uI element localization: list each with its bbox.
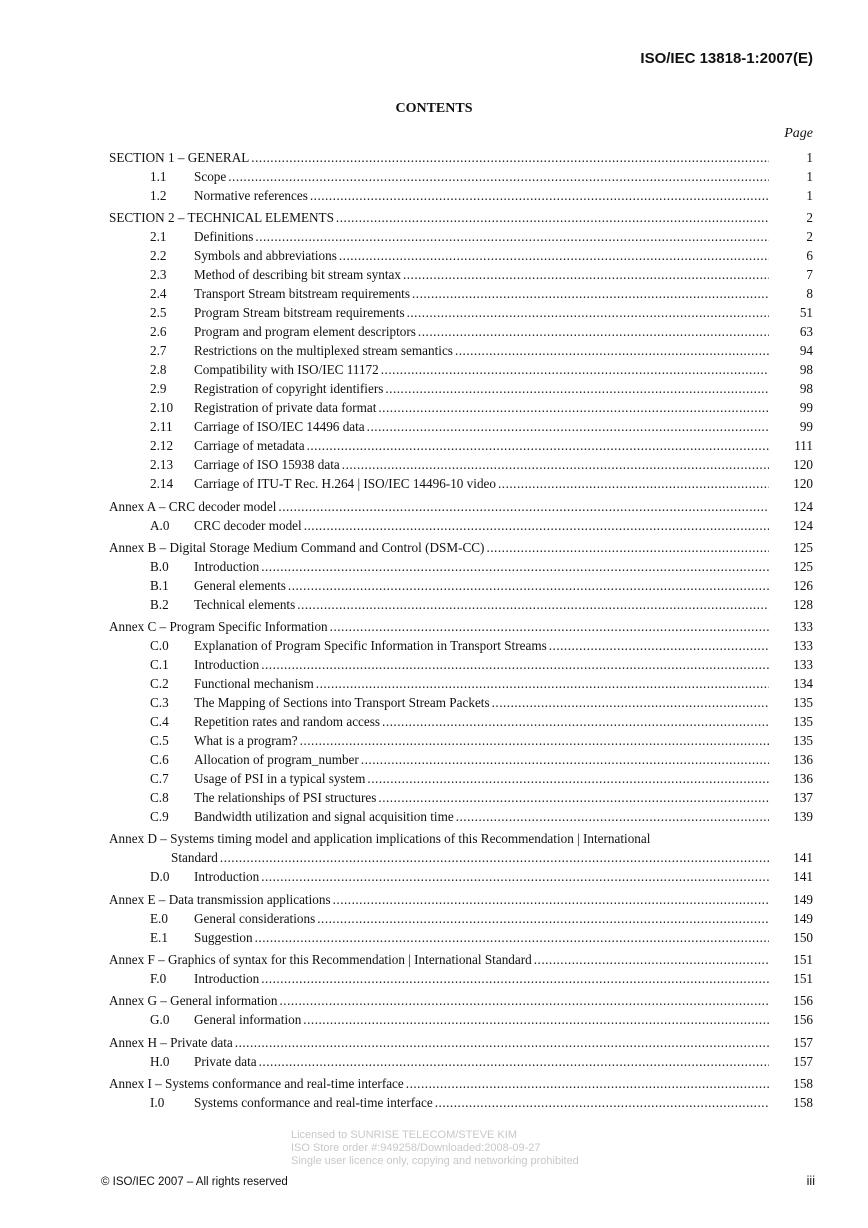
toc-heading-title-line1: Annex D – Systems timing model and application implications of this Recommendation | International: [109, 831, 651, 847]
toc-group: [109, 538, 813, 614]
toc-entry-title: CRC decoder model .....: [194, 516, 769, 535]
toc-sub-entry[interactable]: [109, 928, 813, 947]
toc-page-number: 150: [793, 929, 813, 945]
toc-page-number: 124: [793, 498, 813, 514]
toc-page-number: 98: [799, 381, 813, 397]
toc-entry-title: Technical elements .....: [194, 595, 769, 614]
toc-group: [109, 991, 813, 1029]
toc-page-number: 156: [793, 1012, 813, 1028]
toc-sub-entry[interactable]: [109, 1093, 813, 1112]
toc-page-number: 157: [793, 1053, 813, 1069]
toc-entry-title: Symbols and abbreviations .....: [194, 246, 769, 265]
toc-entry-title: Program Stream bitstream requirements .....: [194, 303, 769, 322]
toc-group: [109, 497, 813, 535]
toc-page-number: 141: [793, 869, 813, 885]
toc-sub-entry[interactable]: [109, 576, 813, 595]
toc-entry-number: 2.10: [150, 400, 174, 416]
toc-entry-number: 2.13: [150, 457, 174, 473]
toc-sub-entry[interactable]: [109, 867, 813, 886]
toc-entry-title: Carriage of ITU-T Rec. H.264 | ISO/IEC 14496-10 video .....: [194, 474, 769, 493]
toc-sub-entry[interactable]: [109, 167, 813, 186]
footer-page-number: iii: [806, 1174, 815, 1188]
toc-sub-entry[interactable]: [109, 265, 813, 284]
toc-sub-entry[interactable]: [109, 731, 813, 750]
toc-entry-number: B.1: [150, 577, 169, 593]
toc-page-number: 2: [806, 229, 813, 245]
toc-sub-entry[interactable]: [109, 436, 813, 455]
toc-sub-entry[interactable]: [109, 655, 813, 674]
toc-page-number: 156: [793, 993, 813, 1009]
toc-entry-number: I.0: [150, 1094, 165, 1110]
toc-page-number: 141: [793, 850, 813, 866]
toc-entry-number: 2.1: [150, 229, 167, 245]
toc-entry-title: Registration of private data format .....: [194, 398, 769, 417]
toc-heading-entry[interactable]: [109, 829, 813, 867]
toc-page-number: 136: [793, 752, 813, 768]
toc-group: [109, 1033, 813, 1071]
toc-heading-entry[interactable]: [109, 538, 813, 557]
toc-sub-entry[interactable]: [109, 322, 813, 341]
toc-page-number: 1: [806, 150, 813, 165]
toc-entry-number: 2.11: [150, 419, 173, 435]
toc-entry-title: Normative references .....: [194, 186, 769, 205]
toc-sub-entry[interactable]: [109, 474, 813, 493]
toc-entry-number: A.0: [150, 517, 170, 533]
toc-heading-entry[interactable]: [109, 148, 813, 167]
toc-sub-entry[interactable]: [109, 379, 813, 398]
toc-page-number: 158: [793, 1094, 813, 1110]
toc-heading-title: Annex C – Program Specific Information .....: [109, 617, 769, 636]
toc-page-number: 137: [793, 790, 813, 806]
toc-entry-number: C.8: [150, 790, 169, 806]
toc-entry-title: General elements .....: [194, 576, 769, 595]
toc-heading-title: Annex F – Graphics of syntax for this Recommendation | International Standard .....: [109, 950, 769, 969]
toc-group: [109, 208, 813, 493]
toc-heading-title-line2: Standard .....: [171, 848, 769, 867]
toc-sub-entry[interactable]: [109, 227, 813, 246]
footer-copyright: © ISO/IEC 2007 – All rights reserved: [101, 1176, 288, 1188]
toc-heading-entry[interactable]: [109, 1033, 813, 1052]
toc-entry-number: 2.5: [150, 305, 167, 321]
toc-entry-number: C.9: [150, 809, 169, 825]
toc-entry-number: 2.7: [150, 343, 167, 359]
toc-sub-entry[interactable]: [109, 595, 813, 614]
toc-sub-entry[interactable]: [109, 284, 813, 303]
toc-entry-number: C.6: [150, 752, 169, 768]
toc-entry-title: Method of describing bit stream syntax .....: [194, 265, 769, 284]
toc-sub-entry[interactable]: [109, 788, 813, 807]
toc-entry-title: Introduction .....: [194, 655, 769, 674]
toc-sub-entry[interactable]: [109, 557, 813, 576]
toc-page-number: 98: [799, 362, 813, 378]
toc-page-number: 111: [794, 438, 813, 454]
toc-sub-entry[interactable]: [109, 455, 813, 474]
toc-entry-number: 2.6: [150, 324, 167, 340]
toc-page-number: 125: [793, 539, 813, 555]
toc-page-number: 124: [793, 517, 813, 533]
table-of-contents: [109, 148, 813, 1115]
toc-sub-entry[interactable]: [109, 360, 813, 379]
toc-sub-entry[interactable]: [109, 398, 813, 417]
toc-page-number: 149: [793, 891, 813, 907]
toc-sub-entry[interactable]: [109, 1010, 813, 1029]
toc-heading-entry[interactable]: [109, 890, 813, 909]
toc-entry-number: C.2: [150, 676, 169, 692]
toc-entry-number: G.0: [150, 1012, 170, 1028]
toc-page-number: 120: [793, 457, 813, 473]
toc-page-number: 151: [793, 952, 813, 968]
toc-group: [109, 829, 813, 886]
toc-heading-title: Annex G – General information .....: [109, 991, 769, 1010]
toc-page-number: 157: [793, 1034, 813, 1050]
toc-entry-title: What is a program? .....: [194, 731, 769, 750]
toc-sub-entry[interactable]: [109, 969, 813, 988]
toc-page-number: 135: [793, 695, 813, 711]
toc-heading-entry[interactable]: [109, 617, 813, 636]
toc-page-number: 120: [793, 476, 813, 492]
toc-sub-entry[interactable]: [109, 909, 813, 928]
toc-page-number: 158: [793, 1075, 813, 1091]
toc-entry-number: B.2: [150, 596, 169, 612]
toc-page-number: 125: [793, 558, 813, 574]
toc-page-number: 2: [806, 210, 813, 226]
toc-entry-number: C.5: [150, 733, 169, 749]
toc-entry-title: Restrictions on the multiplexed stream semantics .....: [194, 341, 769, 360]
toc-sub-entry[interactable]: [109, 1052, 813, 1071]
toc-entry-number: H.0: [150, 1053, 170, 1069]
toc-page-number: 133: [793, 619, 813, 635]
toc-entry-title: Functional mechanism .....: [194, 674, 769, 693]
toc-page-number: 7: [806, 267, 813, 283]
toc-entry-title: Repetition rates and random access .....: [194, 712, 769, 731]
toc-entry-title: Carriage of ISO 15938 data .....: [194, 455, 769, 474]
toc-page-number: 94: [799, 343, 813, 359]
contents-title: CONTENTS: [395, 101, 473, 116]
toc-heading-title: Annex A – CRC decoder model .....: [109, 497, 769, 516]
toc-page-number: 139: [793, 809, 813, 825]
toc-entry-number: E.0: [150, 910, 168, 926]
page-column-label: Page: [784, 126, 813, 141]
toc-sub-entry[interactable]: [109, 417, 813, 436]
toc-heading-title: SECTION 1 – GENERAL .....: [109, 148, 769, 167]
toc-page-number: 134: [793, 676, 813, 692]
toc-entry-title: Usage of PSI in a typical system .....: [194, 769, 769, 788]
toc-entry-title: Compatibility with ISO/IEC 11172 .....: [194, 360, 769, 379]
toc-heading-entry[interactable]: [109, 497, 813, 516]
toc-page-number: 151: [793, 971, 813, 987]
toc-page-number: 136: [793, 771, 813, 787]
toc-entry-title: The Mapping of Sections into Transport Stream Packets .....: [194, 693, 769, 712]
toc-entry-number: D.0: [150, 869, 170, 885]
toc-heading-entry[interactable]: [109, 1074, 813, 1093]
toc-entry-title: Carriage of metadata .....: [194, 436, 769, 455]
toc-page-number: 133: [793, 657, 813, 673]
toc-sub-entry[interactable]: [109, 303, 813, 322]
toc-group: [109, 617, 813, 826]
toc-entry-number: 2.8: [150, 362, 167, 378]
document-id: ISO/IEC 13818-1:2007(E): [640, 50, 813, 67]
toc-entry-title: Explanation of Program Specific Information in Transport Streams .....: [194, 636, 769, 655]
toc-page-number: 63: [799, 324, 813, 340]
toc-heading-entry[interactable]: [109, 208, 813, 227]
toc-entry-title: Bandwidth utilization and signal acquisition time .....: [194, 807, 769, 826]
license-watermark: [291, 1129, 579, 1168]
toc-entry-title: Definitions .....: [194, 227, 769, 246]
toc-page-number: 128: [793, 596, 813, 612]
toc-entry-number: 2.4: [150, 286, 167, 302]
toc-sub-entry[interactable]: [109, 516, 813, 535]
toc-entry-number: B.0: [150, 558, 169, 574]
toc-page-number: 1: [806, 188, 813, 203]
toc-heading-title: Annex I – Systems conformance and real-time interface .....: [109, 1074, 769, 1093]
toc-sub-entry[interactable]: [109, 341, 813, 360]
toc-sub-entry[interactable]: [109, 674, 813, 693]
toc-page-number: 135: [793, 714, 813, 730]
toc-entry-title: Registration of copyright identifiers .....: [194, 379, 769, 398]
toc-heading-entry[interactable]: [109, 950, 813, 969]
toc-entry-title: Private data .....: [194, 1052, 769, 1071]
toc-group: [109, 950, 813, 988]
toc-sub-entry[interactable]: [109, 750, 813, 769]
toc-entry-title: General considerations .....: [194, 909, 769, 928]
toc-sub-entry[interactable]: [109, 246, 813, 265]
toc-page-number: 99: [799, 419, 813, 435]
toc-page-number: 135: [793, 733, 813, 749]
toc-page-number: 133: [793, 638, 813, 654]
toc-group: [109, 1074, 813, 1112]
toc-entry-number: 2.12: [150, 438, 174, 454]
toc-entry-number: 1.1: [150, 169, 167, 184]
toc-entry-title: Systems conformance and real-time interface .....: [194, 1093, 769, 1112]
toc-sub-entry[interactable]: [109, 769, 813, 788]
toc-entry-title: Allocation of program_number .....: [194, 750, 769, 769]
toc-entry-title: Introduction .....: [194, 557, 769, 576]
toc-entry-number: 2.2: [150, 248, 167, 264]
toc-entry-number: F.0: [150, 971, 167, 987]
toc-entry-title: Scope .....: [194, 167, 769, 186]
watermark-line: ISO Store order #:949258/Downloaded:2008-09-27: [291, 1142, 541, 1154]
toc-sub-entry[interactable]: [109, 636, 813, 655]
toc-page-number: 8: [806, 286, 813, 302]
toc-sub-entry[interactable]: [109, 186, 813, 205]
toc-heading-entry[interactable]: [109, 991, 813, 1010]
watermark-line: Single user licence only, copying and networking prohibited: [291, 1155, 579, 1167]
toc-group: [109, 148, 813, 205]
toc-entry-title: General information .....: [194, 1010, 769, 1029]
watermark-line: Licensed to SUNRISE TELECOM/STEVE KIM: [291, 1129, 517, 1141]
toc-entry-number: 1.2: [150, 188, 167, 203]
toc-heading-title: SECTION 2 – TECHNICAL ELEMENTS .....: [109, 208, 769, 227]
toc-entry-title: Introduction .....: [194, 969, 769, 988]
toc-entry-number: 2.14: [150, 476, 174, 492]
toc-entry-title: Program and program element descriptors .....: [194, 322, 769, 341]
toc-entry-title: Introduction .....: [194, 867, 769, 886]
toc-page-number: 126: [793, 577, 813, 593]
toc-entry-title: Transport Stream bitstream requirements .....: [194, 284, 769, 303]
toc-sub-entry[interactable]: [109, 693, 813, 712]
toc-heading-title: Annex H – Private data .....: [109, 1033, 769, 1052]
toc-heading-title: Annex B – Digital Storage Medium Command and Control (DSM-CC) .....: [109, 538, 769, 557]
toc-group: [109, 890, 813, 947]
toc-entry-title: Carriage of ISO/IEC 14496 data .....: [194, 417, 769, 436]
toc-page-number: 149: [793, 910, 813, 926]
toc-entry-number: C.3: [150, 695, 169, 711]
toc-entry-number: 2.3: [150, 267, 167, 283]
toc-entry-number: 2.9: [150, 381, 167, 397]
toc-entry-number: C.4: [150, 714, 169, 730]
toc-entry-number: C.7: [150, 771, 169, 787]
toc-entry-number: C.0: [150, 638, 169, 654]
toc-page-number: 99: [799, 400, 813, 416]
toc-heading-title: Annex E – Data transmission applications .....: [109, 890, 769, 909]
toc-entry-title: Suggestion .....: [194, 928, 769, 947]
toc-page-number: 1: [806, 169, 813, 184]
toc-page-number: 6: [806, 248, 813, 264]
toc-entry-number: C.1: [150, 657, 169, 673]
toc-entry-number: E.1: [150, 929, 168, 945]
toc-sub-entry[interactable]: [109, 712, 813, 731]
toc-entry-title: The relationships of PSI structures .....: [194, 788, 769, 807]
toc-page-number: 51: [799, 305, 813, 321]
toc-sub-entry[interactable]: [109, 807, 813, 826]
